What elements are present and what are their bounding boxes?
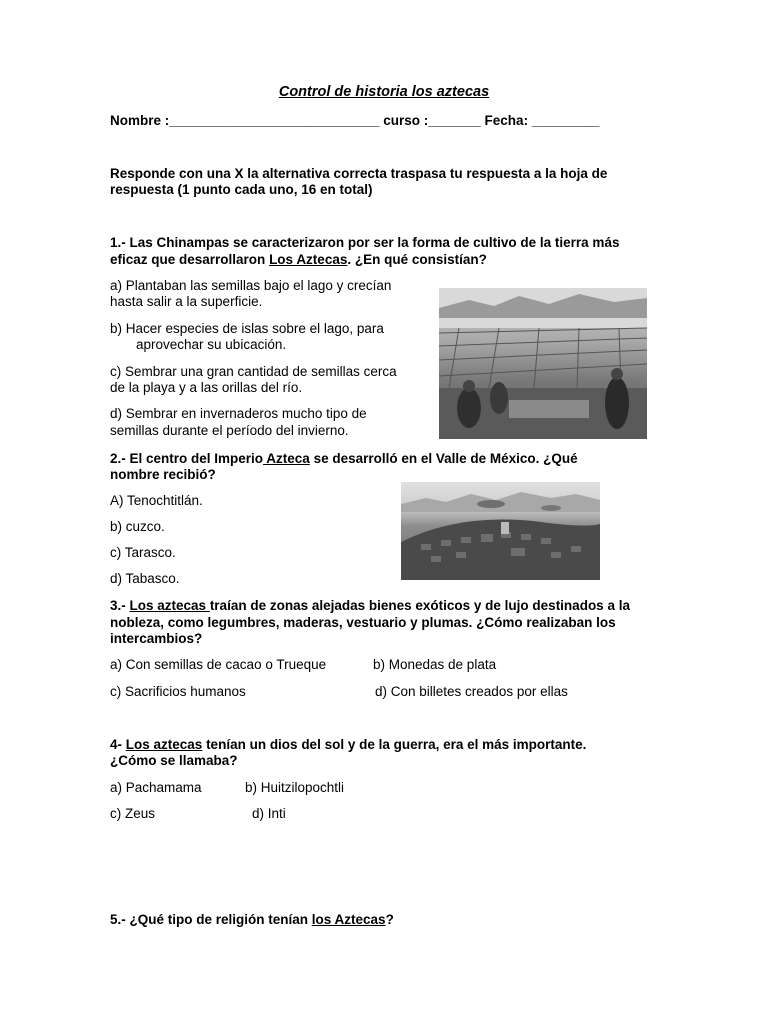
q1-underlined-term: Los Aztecas bbox=[269, 252, 348, 267]
q5-text-part: ? bbox=[385, 912, 394, 927]
page-title: Control de historia los aztecas bbox=[278, 84, 490, 100]
q5-underlined-term: los Aztecas bbox=[311, 912, 386, 927]
q3-option-c: c) Sacrificios humanos bbox=[110, 684, 246, 699]
tenochtitlan-illustration bbox=[401, 482, 600, 580]
q3-option-b: b) Monedas de plata bbox=[373, 657, 497, 672]
instructions-line-2: respuesta (1 punto cada uno, 16 en total) bbox=[110, 182, 373, 197]
q2-text-part: 2.- El centro del Imperio bbox=[110, 451, 264, 466]
q4-option-a: a) Pachamama bbox=[110, 780, 202, 795]
q1-option-a-line-2: hasta salir a la superficie. bbox=[110, 294, 263, 309]
q3-text-line-2: nobleza, como legumbres, maderas, vestuario y plumas. ¿Cómo realizaban los bbox=[110, 615, 616, 630]
q5-text-part: 5.- ¿Qué tipo de religión tenían bbox=[110, 912, 312, 927]
q4-option-d: d) Inti bbox=[252, 806, 286, 821]
q2-text-line-1 bbox=[110, 451, 578, 466]
q3-underlined-term: Los aztecas bbox=[129, 598, 210, 613]
q1-option-d-line-1: d) Sembrar en invernaderos mucho tipo de bbox=[110, 406, 367, 421]
q2-option-b: b) cuzco. bbox=[110, 519, 165, 534]
q4-option-b: b) Huitzilopochtli bbox=[245, 780, 345, 795]
q2-text-line-2: nombre recibió? bbox=[110, 467, 216, 482]
q4-text-part: 4- bbox=[110, 737, 126, 752]
q1-option-c-line-2: de la playa y a las orillas del río. bbox=[110, 380, 303, 395]
q2-option-a: A) Tenochtitlán. bbox=[110, 493, 203, 508]
q4-text-part: tenían un dios del sol y de la guerra, era el más importante. bbox=[202, 737, 587, 752]
q3-text-line-1 bbox=[110, 598, 630, 613]
q1-option-b-line-2: aprovechar su ubicación. bbox=[136, 337, 287, 352]
chinampas-illustration bbox=[439, 288, 647, 439]
q3-text-part: 3.- bbox=[110, 598, 130, 613]
q4-option-c: c) Zeus bbox=[110, 806, 156, 821]
q4-text-line-2: ¿Cómo se llamaba? bbox=[110, 753, 238, 768]
tenochtitlan-illustration-drawing bbox=[401, 482, 600, 580]
q2-underlined-term: Azteca bbox=[263, 451, 310, 466]
q4-underlined-term: Los aztecas bbox=[125, 737, 203, 752]
q1-option-a-line-1: a) Plantaban las semillas bajo el lago y crecían bbox=[110, 278, 392, 293]
q2-option-d: d) Tabasco. bbox=[110, 571, 180, 586]
instructions-line-1: Responde con una X la alternativa correcta traspasa tu respuesta a la hoja de bbox=[110, 166, 608, 181]
q2-option-c: c) Tarasco. bbox=[110, 545, 176, 560]
q1-text-line-1: 1.- Las Chinampas se caracterizaron por ser la forma de cultivo de la tierra más bbox=[110, 235, 620, 250]
q3-text-line-3: intercambios? bbox=[110, 631, 203, 646]
q1-text-part: . ¿En qué consistían? bbox=[347, 252, 487, 267]
q5-text-line bbox=[110, 912, 394, 927]
q4-text-line-1 bbox=[110, 737, 586, 752]
q1-option-d-line-2: semillas durante el período del invierno. bbox=[110, 423, 349, 438]
q1-text-part: eficaz que desarrollaron bbox=[110, 252, 270, 267]
q2-text-part: se desarrolló en el Valle de México. ¿Qué bbox=[309, 451, 578, 466]
q3-option-d: d) Con billetes creados por ellas bbox=[375, 684, 568, 699]
q1-option-b-line-1: b) Hacer especies de islas sobre el lago, para bbox=[110, 321, 384, 336]
q3-option-a: a) Con semillas de cacao o Trueque bbox=[110, 657, 327, 672]
q3-text-part: traían de zonas alejadas bienes exóticos y de lujo destinados a la bbox=[209, 598, 630, 613]
q1-text-line-2 bbox=[110, 252, 487, 267]
chinampas-illustration-drawing bbox=[439, 288, 647, 439]
student-info-line: Nombre :____________________________ curso :_______ Fecha: _________ bbox=[110, 113, 600, 128]
q1-option-c-line-1: c) Sembrar una gran cantidad de semillas cerca bbox=[110, 364, 397, 379]
